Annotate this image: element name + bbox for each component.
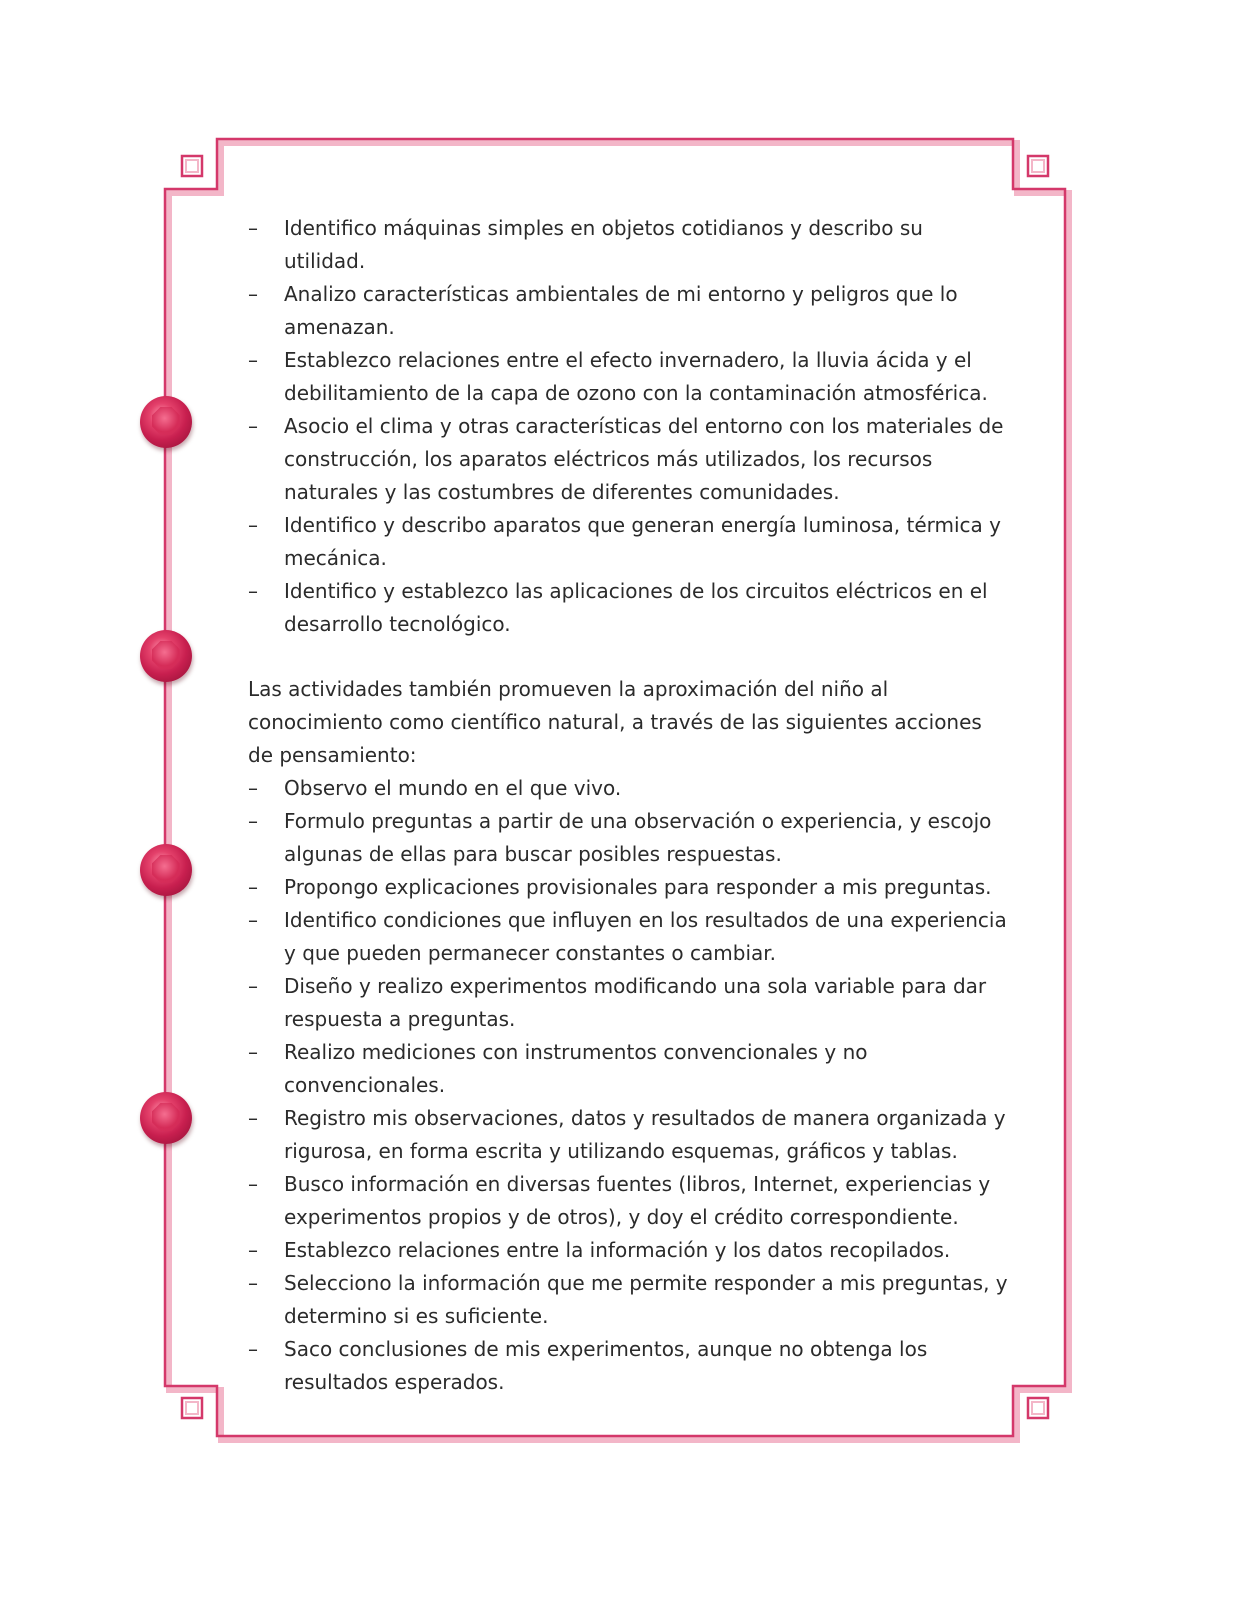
dash-bullet: – [248,414,258,438]
dash-bullet: – [248,348,258,372]
list-item: – Observo el mundo en el que vivo. [248,772,1008,805]
dash-bullet: – [248,282,258,306]
dash-bullet: – [248,809,258,833]
dash-bullet: – [248,1106,258,1130]
dash-bullet: – [248,908,258,932]
list-item: – Propongo explicaciones provisionales para responder a mis preguntas. [248,871,1008,904]
list-item: – Identifico condiciones que influyen en los resultados de una experiencia y que pueden permanecer constantes o cambiar. [248,904,1008,970]
dash-bullet: – [248,579,258,603]
page-content [248,212,1008,1399]
list-item: – Identifico máquinas simples en objetos cotidianos y describo su utilidad. [248,212,1008,278]
list-item: – Diseño y realizo experimentos modificando una sola variable para dar respuesta a preguntas. [248,970,1008,1036]
list-item: – Realizo mediciones con instrumentos convencionales y no convencionales. [248,1036,1008,1102]
list-item: – Formulo preguntas a partir de una observación o experiencia, y escojo algunas de ellas para buscar posibles respuestas. [248,805,1008,871]
list-item: – Asocio el clima y otras características del entorno con los materiales de construcción, los aparatos eléctricos más utilizados, los recursos naturales y las costumbres de diferentes comunidades. [248,410,1008,509]
gem-ornament-3 [140,844,192,896]
dash-bullet: – [248,1172,258,1196]
dash-bullet: – [248,1271,258,1295]
dash-bullet: – [248,216,258,240]
dash-bullet: – [248,1238,258,1262]
dash-bullet: – [248,1337,258,1361]
list-item: – Registro mis observaciones, datos y resultados de manera organizada y rigurosa, en forma escrita y utilizando esquemas, gráficos y tablas. [248,1102,1008,1168]
dash-bullet: – [248,1040,258,1064]
list-item: – Saco conclusiones de mis experimentos, aunque no obtenga los resultados esperados. [248,1333,1008,1399]
dash-bullet: – [248,974,258,998]
list-item: – Establezco relaciones entre la información y los datos recopilados. [248,1234,1008,1267]
gem-ornament-1 [140,396,192,448]
list-item: – Analizo características ambientales de mi entorno y peligros que lo amenazan. [248,278,1008,344]
list-item: – Identifico y establezco las aplicaciones de los circuitos eléctricos en el desarrollo tecnológico. [248,575,1008,641]
list-item: – Identifico y describo aparatos que generan energía luminosa, térmica y mecánica. [248,509,1008,575]
dash-bullet: – [248,513,258,537]
standards-list [248,212,1008,641]
gem-ornament-4 [140,1092,192,1144]
dash-bullet: – [248,776,258,800]
thinking-actions-list [248,772,1008,1399]
list-item: – Selecciono la información que me permite responder a mis preguntas, y determino si es suficiente. [248,1267,1008,1333]
intro-paragraph: Las actividades también promueven la aproximación del niño al conocimiento como científico natural, a través de las siguientes acciones de pensamiento: [248,677,982,767]
list-item: – Establezco relaciones entre el efecto invernadero, la lluvia ácida y el debilitamiento de la capa de ozono con la contaminación atmosférica. [248,344,1008,410]
gem-ornament-2 [140,630,192,682]
dash-bullet: – [248,875,258,899]
list-item: – Busco información en diversas fuentes (libros, Internet, experiencias y experimentos propios y de otros), y doy el crédito correspondiente. [248,1168,1008,1234]
